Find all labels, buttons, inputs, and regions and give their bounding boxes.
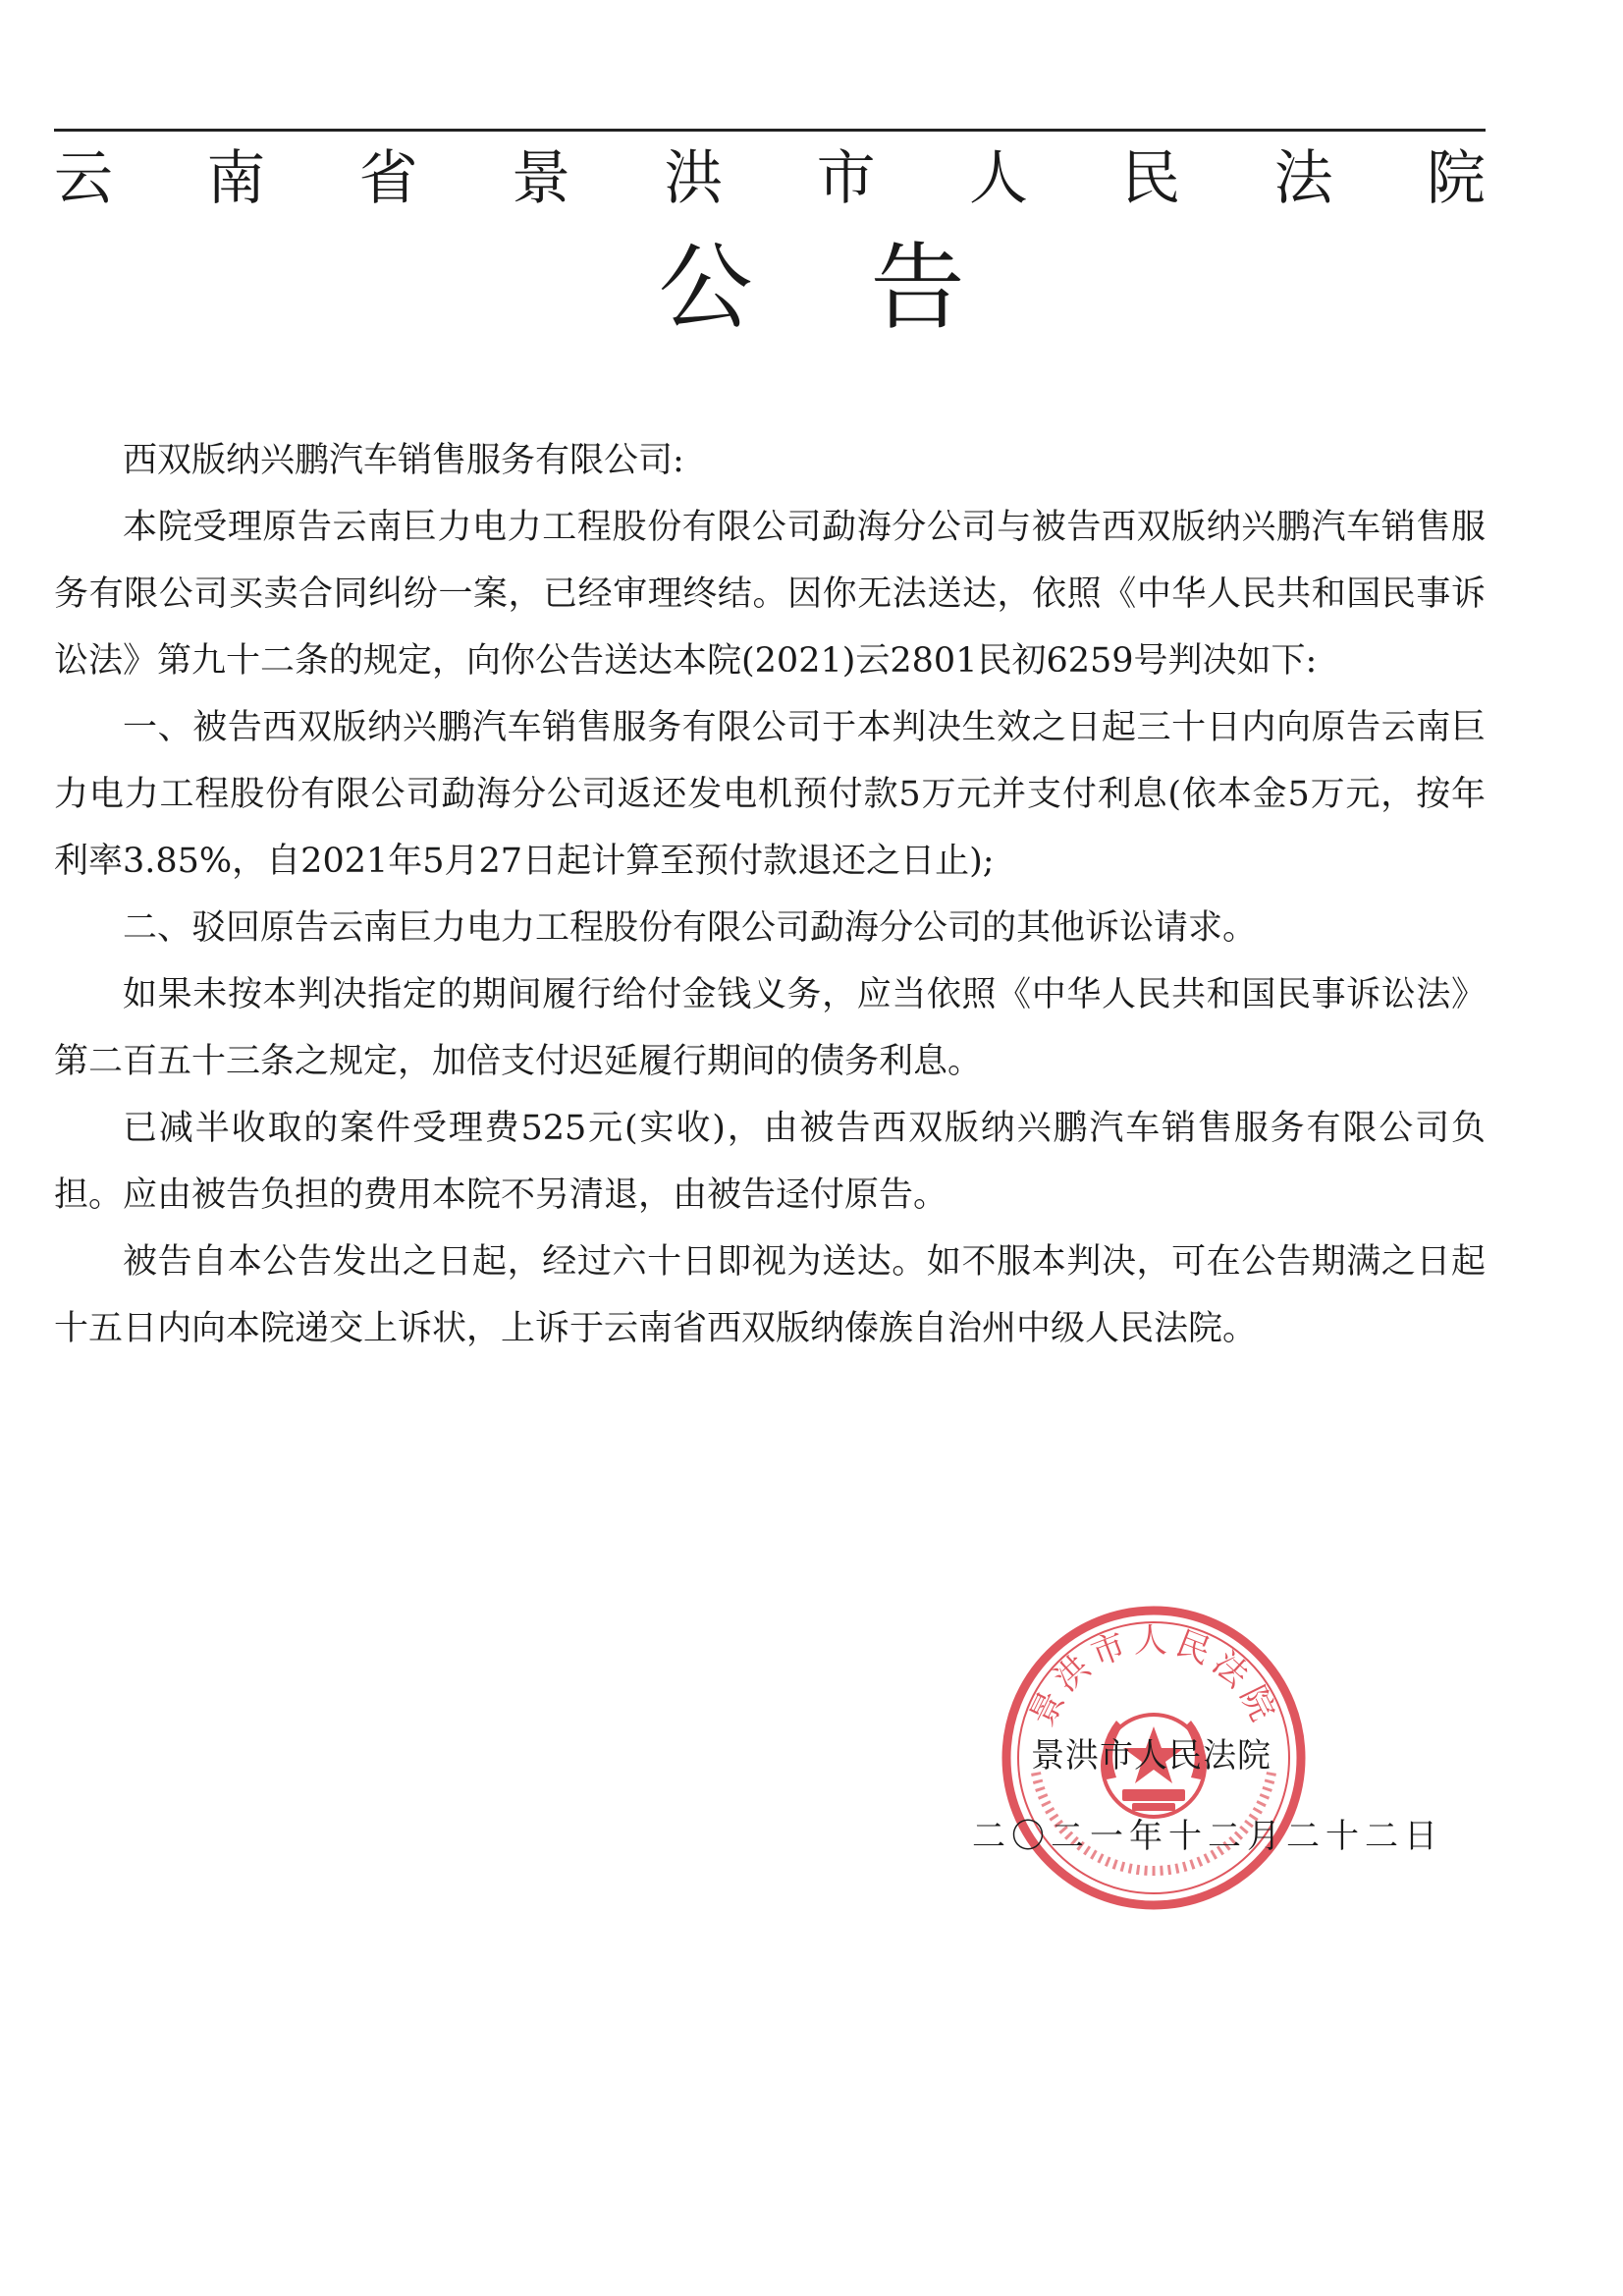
court-header-char: 院 [1426,144,1486,213]
signing-court: 景洪市人民法院 [1031,1736,1271,1776]
paragraph: 本院受理原告云南巨力电力工程股份有限公司勐海分公司与被告西双版纳兴鹏汽车销售服务有限公司买卖合同纠纷一案，已经审理终结。因你无法送达，依照《中华人民共和国民事诉讼法》第九十二条的规定，向你公告送达本院(2021)云2801民初6259号判决如下: [54,508,1486,681]
title-char: 告 [870,233,965,343]
title-char: 公 [658,233,753,343]
paragraph: 被告自本公告发出之日起，经过六十日即视为送达。如不服本判决，可在公告期满之日起十五日内向本院递交上诉状，上诉于云南省西双版纳傣族自治州中级人民法院。 [54,1242,1486,1348]
court-header-char: 洪 [664,144,724,213]
paragraph: 二、驳回原告云南巨力电力工程股份有限公司勐海分公司的其他诉讼请求。 [123,908,1258,948]
court-header-char: 民 [1121,144,1181,213]
paragraph: 已减半收取的案件受理费525元(实收)，由被告西双版纳兴鹏汽车销售服务有限公司负担。应由被告负担的费用本院不另清退，由被告迳付原告。 [54,1109,1486,1215]
court-header-char: 市 [816,144,876,213]
court-header-char: 法 [1273,144,1333,213]
court-header-char: 云 [54,144,113,213]
court-header-char: 南 [206,144,266,213]
signature-block [972,1726,1522,1923]
signing-date: 二〇二一年十二月二十二日 [972,1817,1443,1856]
paragraph: 如果未按本判决指定的期间履行给付金钱义务，应当依照《中华人民共和国民事诉讼法》第二百五十三条之规定，加倍支付迟延履行期间的债务利息。 [54,975,1486,1081]
document-title [0,234,1623,342]
header-rule [54,129,1486,132]
seal-upper-text: 景洪市人民法院 [1022,1621,1285,1733]
court-header [54,137,1486,220]
court-header-char: 景 [511,144,570,213]
court-header-char: 省 [358,144,418,213]
announcement-body [54,427,1486,1362]
paragraph: 一、被告西双版纳兴鹏汽车销售服务有限公司于本判决生效之日起三十日内向原告云南巨力电力工程股份有限公司勐海分公司返还发电机预付款5万元并支付利息(依本金5万元，按年利率3.85%，自2021年5月27日起计算至预付款退还之日止); [54,708,1486,881]
salutation: 西双版纳兴鹏汽车销售服务有限公司: [123,441,684,480]
court-header-char: 人 [968,144,1028,213]
